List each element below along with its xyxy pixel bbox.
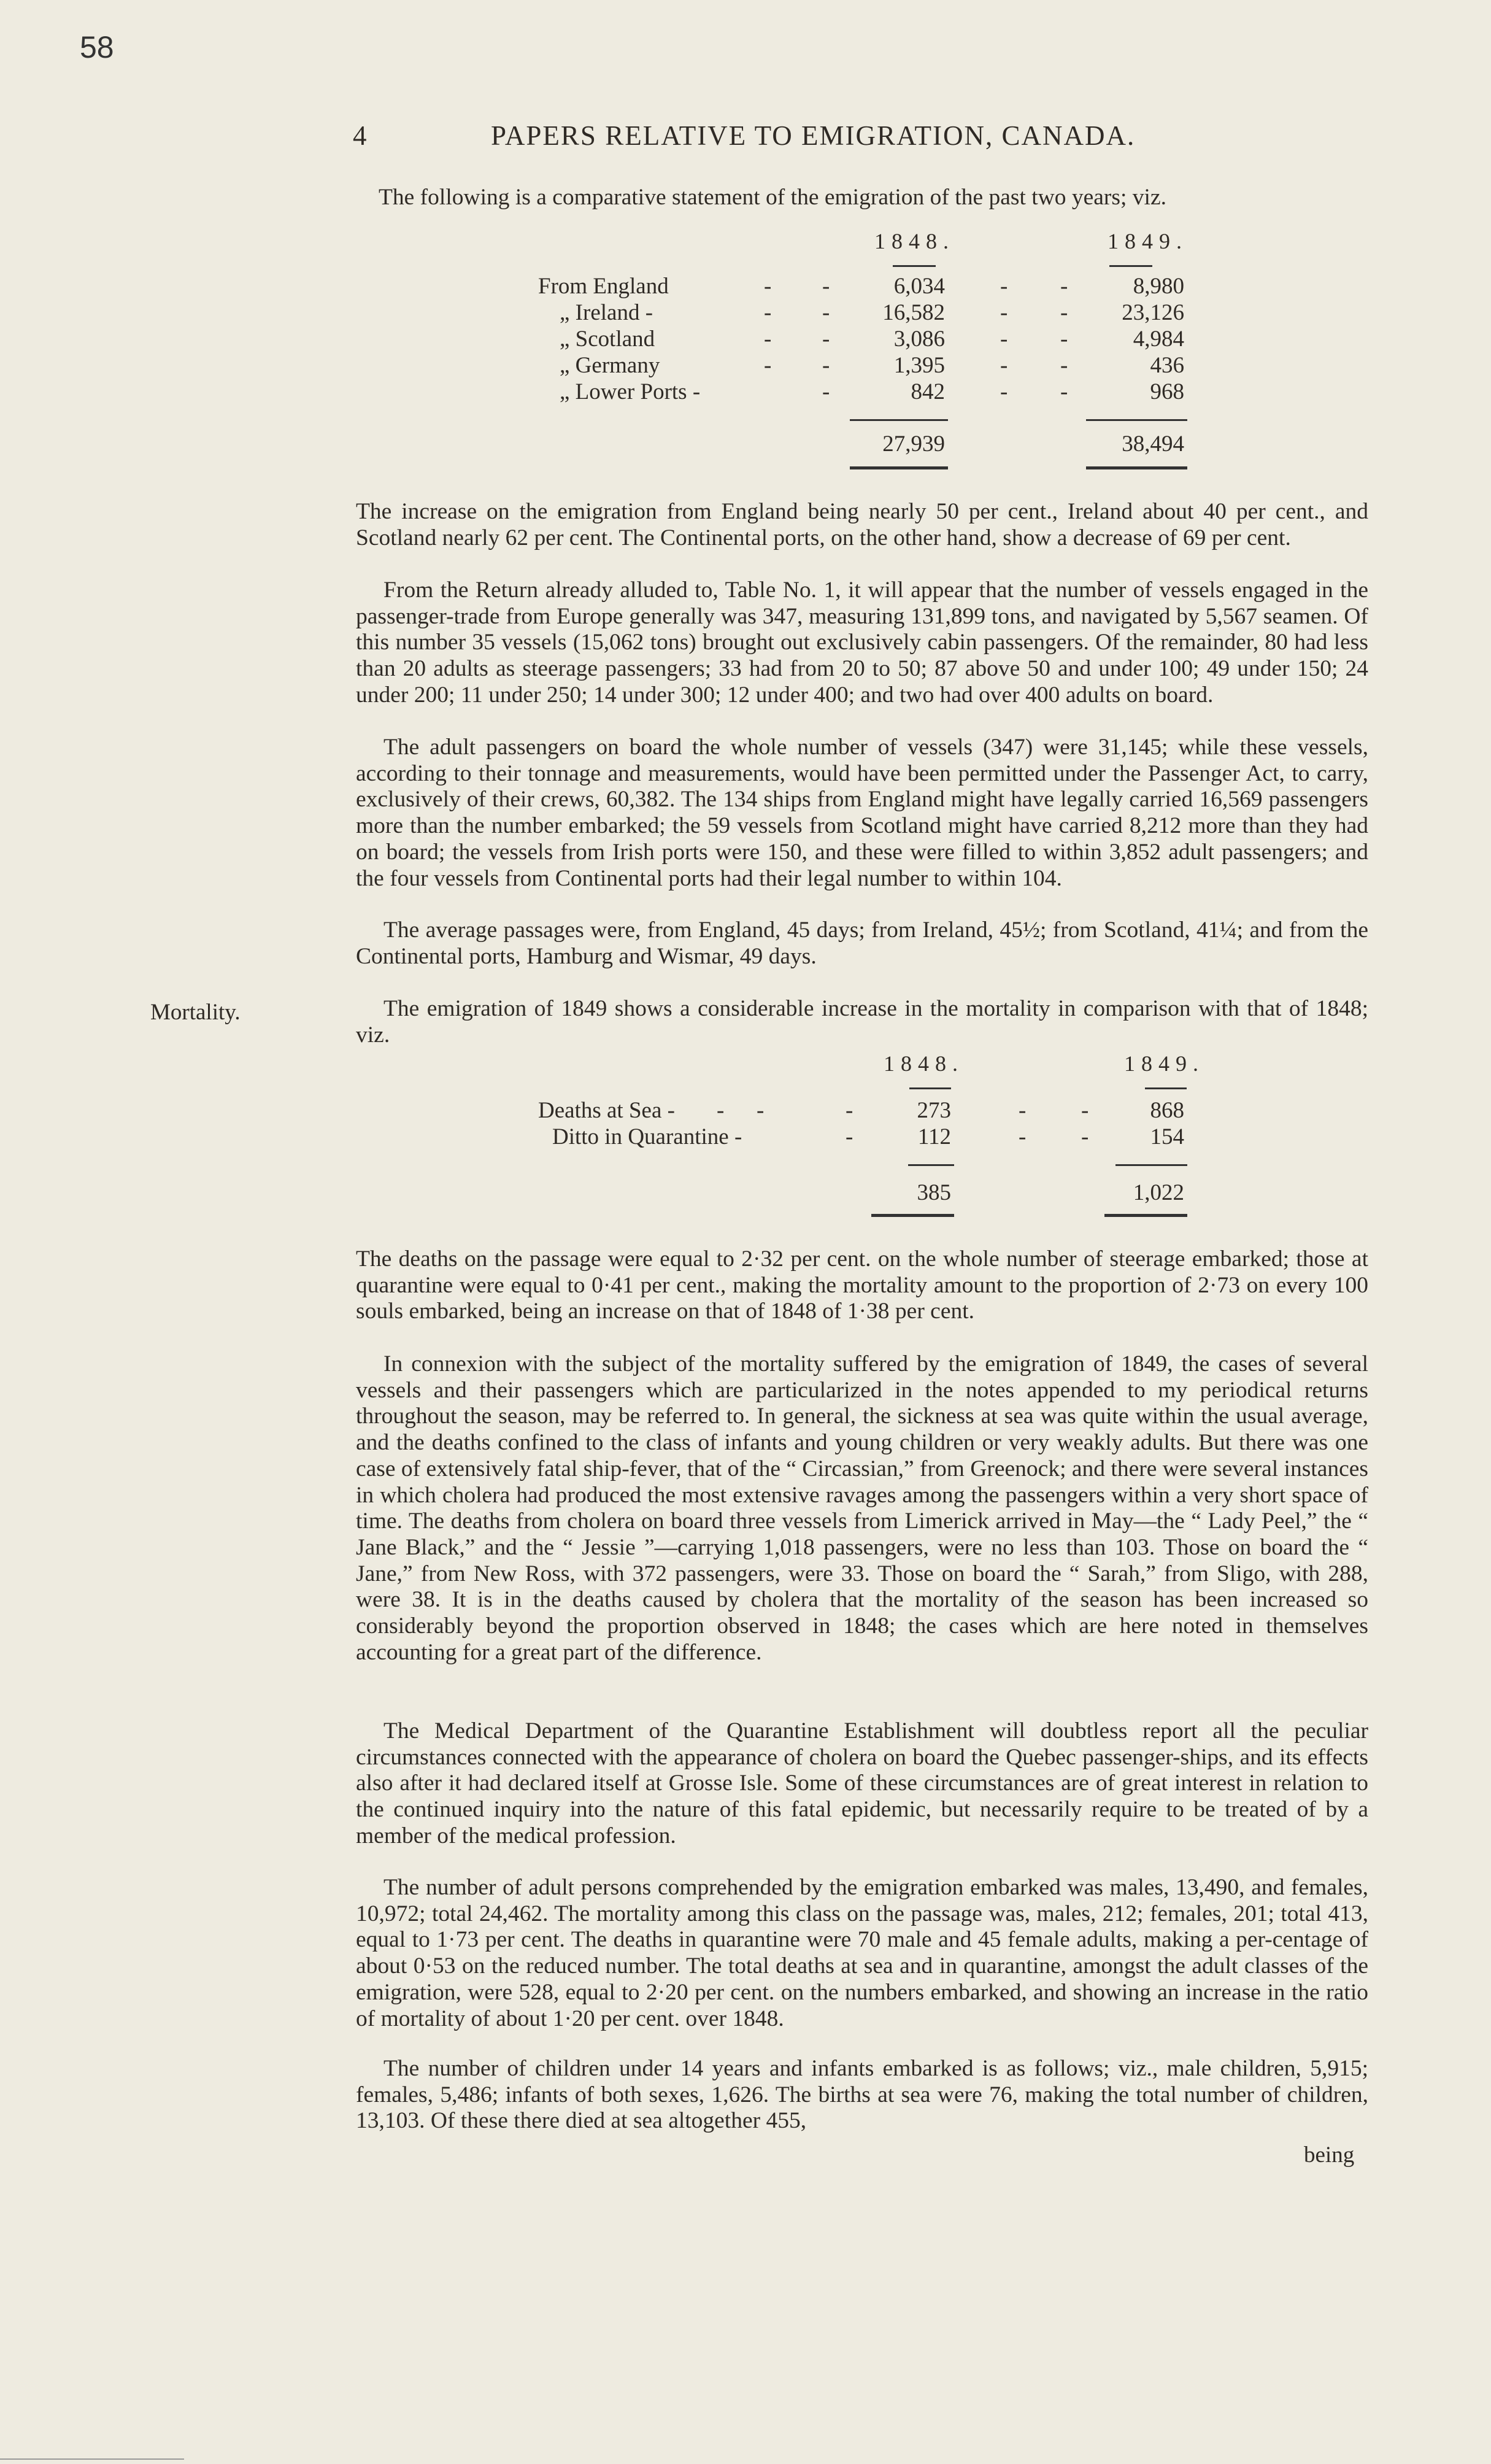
page-stamp-number: 58: [80, 30, 114, 64]
value-cell: 6,034: [893, 274, 945, 299]
total-cell: 38,494: [1122, 431, 1184, 457]
header-rule: [1109, 265, 1152, 267]
year-header-1849: 1849.: [1124, 1051, 1204, 1076]
row-label: „ Germany: [560, 353, 660, 378]
margin-note-mortality: Mortality.: [150, 1000, 241, 1025]
scan-edge-line: [0, 2458, 184, 2460]
value-cell: 4,984: [1133, 326, 1184, 352]
total-cell: 385: [917, 1180, 951, 1205]
leader-dash: -: [1060, 274, 1068, 299]
value-cell: 8,980: [1133, 274, 1184, 299]
total-rule: [1086, 466, 1187, 469]
leader-dash: -: [1000, 274, 1008, 299]
total-cell: 27,939: [882, 431, 945, 457]
total-rule: [1104, 1214, 1187, 1217]
running-title: PAPERS RELATIVE TO EMIGRATION, CANADA.: [491, 120, 1136, 151]
leader-dash: -: [1019, 1098, 1027, 1123]
sum-rule: [850, 419, 948, 421]
year-header-1848: 1848.: [884, 1051, 964, 1076]
page-number: 4: [353, 120, 367, 151]
value-cell: 868: [1150, 1098, 1184, 1123]
sum-rule: [1086, 419, 1187, 421]
leader-dash: -: [1060, 326, 1068, 352]
sum-rule: [908, 1164, 954, 1166]
header-rule: [1145, 1087, 1187, 1089]
leader-dash: -: [1060, 300, 1068, 325]
leader-dash: -: [757, 1098, 765, 1123]
leader-dash: -: [822, 379, 830, 404]
leader-dash: -: [1019, 1124, 1027, 1149]
leader-dash: -: [1060, 353, 1068, 378]
leader-dash: -: [764, 353, 772, 378]
row-label: From England: [538, 274, 669, 299]
value-cell: 968: [1150, 379, 1184, 404]
year-header-1848: 1848.: [874, 229, 955, 253]
value-cell: 112: [917, 1124, 951, 1149]
leader-dash: -: [1000, 326, 1008, 352]
leader-dash: -: [846, 1098, 853, 1123]
value-cell: 16,582: [882, 300, 945, 325]
leader-dash: -: [822, 326, 830, 352]
value-cell: 3,086: [893, 326, 945, 352]
catchword: being: [1304, 2142, 1355, 2168]
total-rule: [871, 1214, 954, 1217]
leader-dash: -: [764, 274, 772, 299]
leader-dash: -: [822, 353, 830, 378]
paragraph: The number of adult persons comprehended by the emigration embarked was males, 13,490, and females, 10,972; total 24,462. The mortality among this class on the passage was, males, 212; females, 201; total 413, equal to 1·73 per cent. The deaths in quarantine were 70 male and 45 female adults, making a per-centage of about 0·53 on the reduced number. The total deaths at sea and in quarantine, amongst the adult classes of the emigration, were 528, equal to 2·20 per cent. on the numbers embarked, and showing an increase in the ratio of mortality of about 1·20 per cent. over 1848.: [356, 1875, 1368, 2031]
value-cell: 842: [911, 379, 945, 404]
paragraph: The Medical Department of the Quarantine Establishment will doubtless report all the peculiar circumstances connected with the appearance of cholera on board the Quebec passenger-ships, and its effects also after it had declared itself at Grosse Isle. Some of these circumstances are of great interest in relation to the continued inquiry into the nature of this fatal epidemic, but necessarily require to be treated of by a member of the medical profession.: [356, 1718, 1368, 1848]
total-cell: 1,022: [1133, 1180, 1184, 1205]
row-label: „ Ireland -: [560, 300, 653, 325]
row-label: „ Scotland: [560, 326, 655, 352]
leader-dash: -: [1000, 353, 1008, 378]
paragraph: The deaths on the passage were equal to 2·32 per cent. on the whole number of steerage embarked; those at quarantine were equal to 0·41 per cent., making the mortality amount to the proportion of 2·73 on every 100 souls embarked, being an increase on that of 1848 of 1·38 per cent.: [356, 1246, 1368, 1324]
leader-dash: -: [1081, 1098, 1089, 1123]
paragraph: The adult passengers on board the whole number of vessels (347) were 31,145; while these vessels, according to their tonnage and measurements, would have been permitted under the Passenger Act, to carry, exclusively of their crews, 60,382. The 134 ships from England might have legally carried 16,569 passengers more than the number embarked; the 59 vessels from Scotland might have carried 8,212 more than they had on board; the vessels from Irish ports were 150, and these were filled to within 3,852 adult passengers; and the four vessels from Continental ports had their legal number to within 104.: [356, 735, 1368, 891]
paragraph: The increase on the emigration from England being nearly 50 per cent., Ireland about 40 per cent., and Scotland nearly 62 per cent. The Continental ports, on the other hand, show a decrease of 69 per cent.: [356, 499, 1368, 550]
year-header-1849: 1849.: [1108, 229, 1188, 253]
leader-dash: -: [1060, 379, 1068, 404]
header-rule: [893, 265, 936, 267]
header-rule: [909, 1087, 951, 1089]
paragraph: The number of children under 14 years and infants embarked is as follows; viz., male children, 5,915; females, 5,486; infants of both sexes, 1,626. The births at sea were 76, making the total number of children, 13,103. Of these there died at sea altogether 455,: [356, 2056, 1368, 2134]
value-cell: 1,395: [893, 353, 945, 378]
paragraph: The emigration of 1849 shows a considerable increase in the mortality in comparison with that of 1848; viz.: [356, 996, 1368, 1048]
leader-dash: -: [764, 326, 772, 352]
leader-dash: -: [822, 300, 830, 325]
value-cell: 23,126: [1122, 300, 1184, 325]
leader-dash: -: [1081, 1124, 1089, 1149]
leader-dash: -: [822, 274, 830, 299]
intro-line: The following is a comparative statement of the emigration of the past two years; viz.: [379, 185, 1166, 210]
row-label: Deaths at Sea -: [538, 1098, 675, 1123]
leader-dash: -: [1000, 300, 1008, 325]
leader-dash: -: [764, 300, 772, 325]
sum-rule: [1115, 1164, 1187, 1166]
value-cell: 273: [917, 1098, 951, 1123]
paragraph: In connexion with the subject of the mortality suffered by the emigration of 1849, the cases of several vessels and their passengers which are particularized in the notes appended to my periodical returns throughout the season, may be referred to. In general, the sickness at sea was quite within the usual average, and the deaths confined to the class of infants and young children or very weakly adults. But there was one case of extensively fatal ship-fever, that of the “ Circassian,” from Greenock; and there were several instances in which cholera had produced the most extensive ravages among the passengers within a very short space of time. The deaths from cholera on board three vessels from Limerick arrived in May—the “ Lady Peel,” the “ Jane Black,” and the “ Jessie ”—carrying 1,018 passengers, were no less than 103. Those on board the “ Jane,” from New Ross, with 372 passengers, were 33. Those on board the “ Sarah,” from Sligo, with 288, were 38. It is in the deaths caused by cholera that the mortality of the season has been increased so considerably beyond the proportion observed in 1848; the cases which are here noted in themselves accounting for a great part of the difference.: [356, 1351, 1368, 1665]
total-rule: [850, 466, 948, 469]
paragraph: From the Return already alluded to, Table No. 1, it will appear that the number of vessels engaged in the passenger-trade from Europe generally was 347, measuring 131,899 tons, and navigated by 5,567 seamen. Of this number 35 vessels (15,062 tons) brought out exclusively cabin passengers. Of the remainder, 80 had less than 20 adults as steerage passengers; 33 had from 20 to 50; 87 above 50 and under 100; 49 under 150; 24 under 200; 11 under 250; 14 under 300; 12 under 400; and two had over 400 adults on board.: [356, 577, 1368, 708]
paragraph: The average passages were, from England, 45 days; from Ireland, 45½; from Scotland, 41¼; and from the Continental ports, Hamburg and Wismar, 49 days.: [356, 917, 1368, 969]
value-cell: 436: [1150, 353, 1184, 378]
leader-dash: -: [1000, 379, 1008, 404]
value-cell: 154: [1150, 1124, 1184, 1149]
row-label: „ Lower Ports -: [560, 379, 701, 404]
leader-dash: -: [717, 1098, 725, 1123]
row-label: Ditto in Quarantine -: [552, 1124, 742, 1149]
leader-dash: -: [846, 1124, 853, 1149]
